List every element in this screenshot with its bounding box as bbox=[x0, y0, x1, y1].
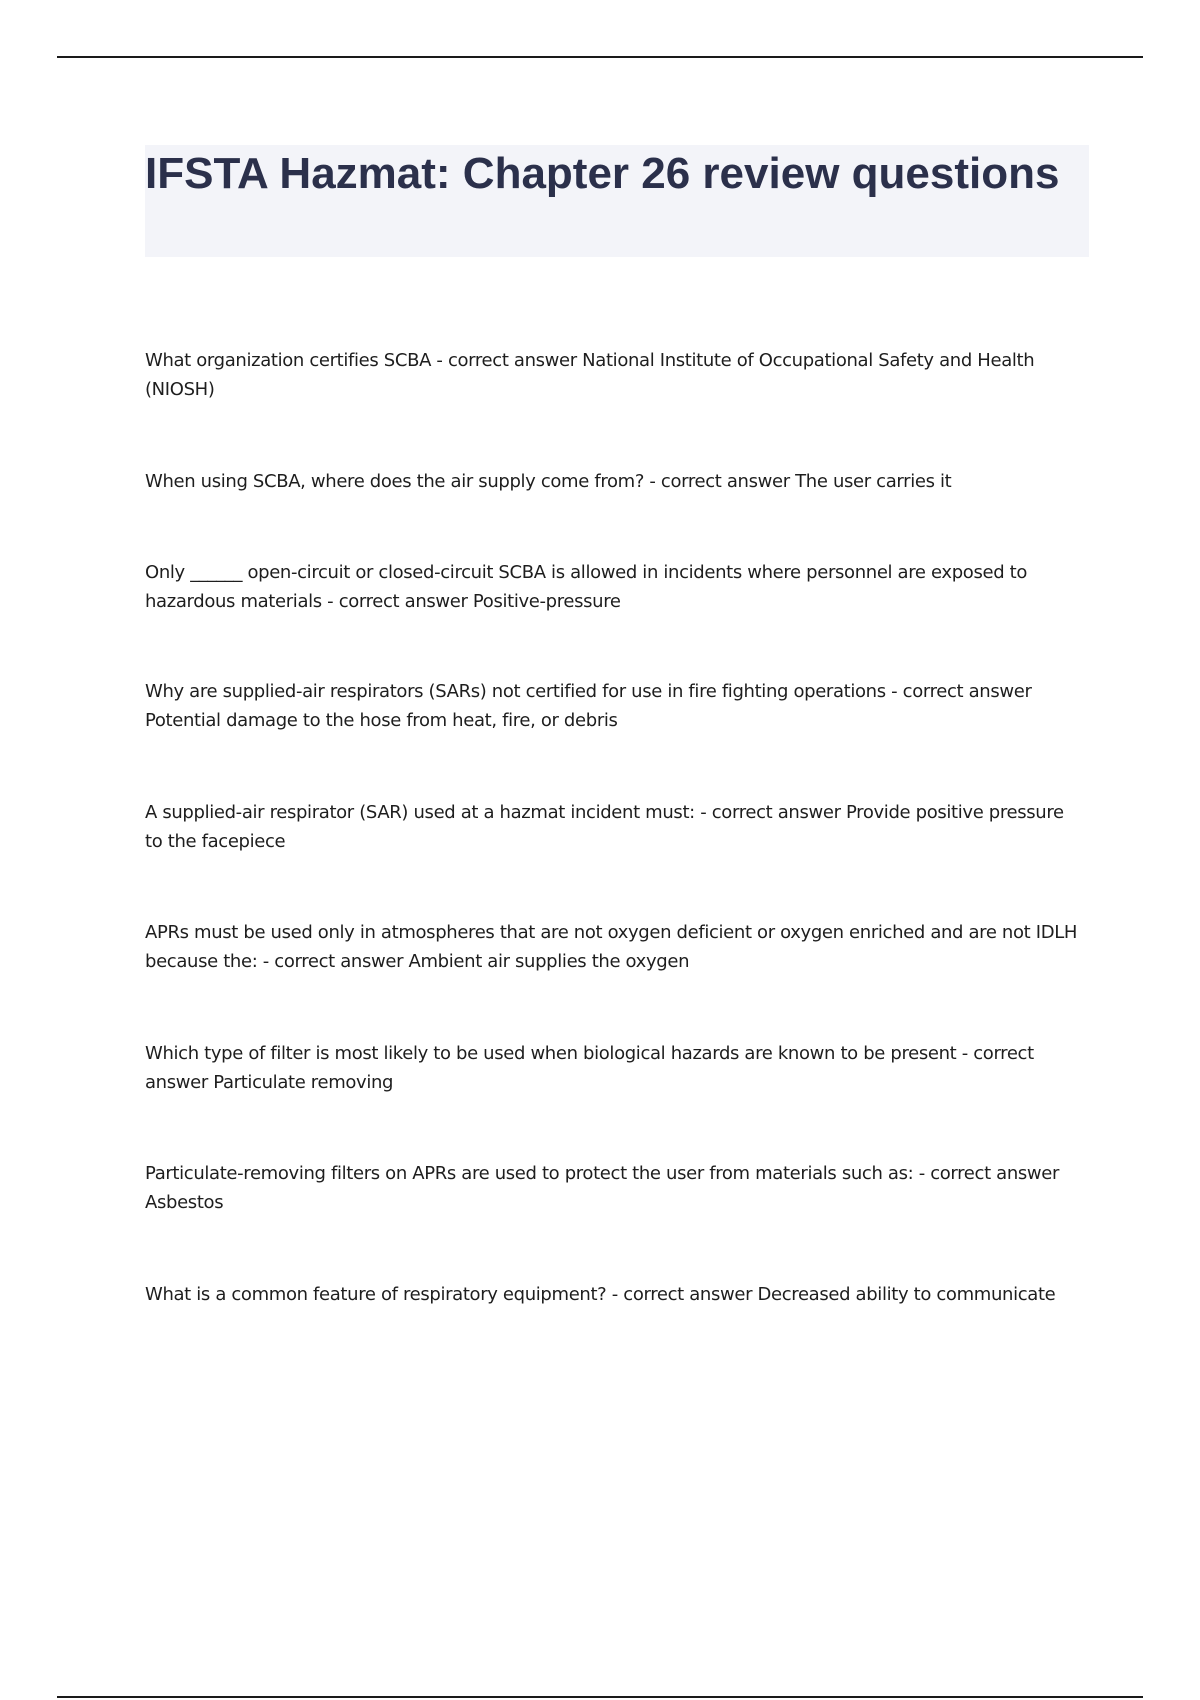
question-item: Why are supplied-air respirators (SARs) not certified for use in fire fighting operations - correct answer Potential damage to the hose from heat, fire, or debris bbox=[145, 681, 1032, 731]
question-item: Particulate-removing filters on APRs are used to protect the user from materials such as: - correct answer Asbestos bbox=[145, 1163, 1060, 1213]
page-title: IFSTA Hazmat: Chapter 26 review questions bbox=[145, 149, 1060, 198]
question-item: When using SCBA, where does the air supply come from? - correct answer The user carries it bbox=[145, 471, 952, 492]
question-item: What organization certifies SCBA - correct answer National Institute of Occupational Safety and Health (NIOSH) bbox=[145, 350, 1035, 400]
question-item: What is a common feature of respiratory equipment? - correct answer Decreased ability to communicate bbox=[145, 1284, 1056, 1305]
question-item: Which type of filter is most likely to be used when biological hazards are known to be present - correct answer Particulate removing bbox=[145, 1043, 1034, 1093]
top-divider bbox=[57, 56, 1143, 58]
question-item: Only ______ open-circuit or closed-circuit SCBA is allowed in incidents where personnel are exposed to hazardous materials - correct answer Positive-pressure bbox=[145, 562, 1028, 612]
bottom-divider bbox=[57, 1696, 1143, 1698]
title-banner bbox=[145, 145, 1089, 257]
question-item: APRs must be used only in atmospheres that are not oxygen deficient or oxygen enriched and are not IDLH because the: - correct answer Ambient air supplies the oxygen bbox=[145, 922, 1078, 972]
question-item: A supplied-air respirator (SAR) used at a hazmat incident must: - correct answer Provide positive pressure to the facepiece bbox=[145, 802, 1064, 852]
